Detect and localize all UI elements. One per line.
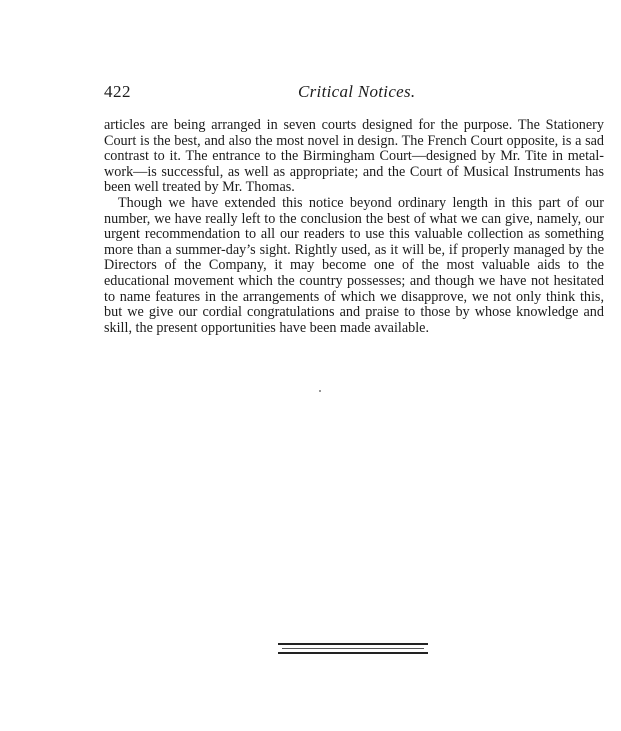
end-rule-top [278, 643, 428, 645]
end-rule-bottom [278, 652, 428, 654]
paragraph-1: articles are being arranged in seven courts designed for the purpose. The Stationery Court is the best, and also the most novel in design. The French Court opposite, is a sad contrast to it. The entrance to the Birmingham Court—designed by Mr. Tite in metal-work—is successful, as well as appropriate; and the Court of Musical Instruments has been well treated by Mr. Thomas. [104, 117, 604, 196]
paragraph-2: Though we have extended this notice beyond ordinary length in this part of our number, we have really left to the conclusion the best of what we can give, namely, our urgent recommendation to all our readers to use this valuable collection as something more than a summer-day’s sight. Rightly used, as it will be, if properly managed by the Directors of the Company, it may become one of the most valuable aids to the educational movement which the country possesses; and though we have not hesitated to name features in the arrangements of which we disapprove, we not only think this, but we give our cordial congratulations and praise to those by whose knowledge and skill, the present opportunities have been made available. [104, 194, 604, 336]
print-speck [319, 390, 321, 392]
body-text [104, 118, 604, 336]
page-number: 422 [104, 82, 131, 101]
end-rule-middle [282, 648, 424, 649]
running-head: Critical Notices. [298, 82, 416, 101]
page-header [104, 82, 604, 106]
